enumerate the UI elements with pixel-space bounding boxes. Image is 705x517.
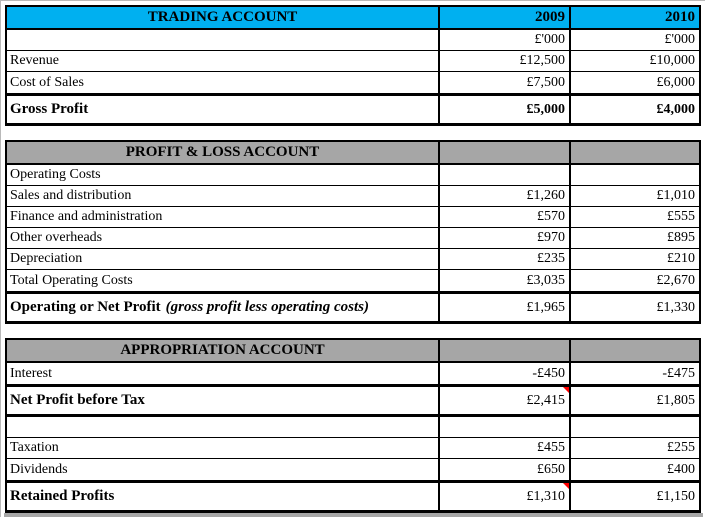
other-overheads-2010[interactable]: £895 <box>667 230 695 245</box>
table-row-blank <box>7 417 699 438</box>
operating-costs-2009[interactable] <box>440 165 571 185</box>
net-profit-before-tax-2010[interactable]: £1,805 <box>656 392 695 408</box>
table-row-finance-admin <box>7 207 699 228</box>
retained-profits-2009-value: £1,310 <box>526 488 565 504</box>
gross-profit-2010[interactable]: £4,000 <box>656 101 695 117</box>
table-row-depreciation <box>7 249 699 270</box>
units-label-cell[interactable] <box>7 30 440 50</box>
table-row-taxation <box>7 438 699 459</box>
retained-profits-2009[interactable] <box>440 483 571 510</box>
total-operating-costs-2010[interactable]: £2,670 <box>656 272 695 288</box>
net-profit-label-main: Operating or Net Profit <box>10 299 161 315</box>
trading-account-header-row <box>7 7 699 30</box>
other-overheads-label[interactable]: Other overheads <box>7 228 440 248</box>
dividends-2009[interactable]: £650 <box>440 459 571 480</box>
operating-costs-2010[interactable] <box>571 165 699 185</box>
net-profit-before-tax-2009-value: £2,415 <box>526 392 565 408</box>
trading-account-section <box>5 5 701 126</box>
appropriation-header-2010-cell[interactable] <box>571 340 699 361</box>
dividends-label[interactable]: Dividends <box>7 459 440 480</box>
blank-2009-cell[interactable] <box>440 417 571 437</box>
profit-loss-header-2009-cell[interactable] <box>440 142 571 163</box>
table-row-cost-of-sales <box>7 72 699 93</box>
table-row-operating-costs <box>7 165 699 186</box>
appropriation-header-row <box>7 340 699 363</box>
window-edge-top <box>0 0 705 1</box>
financial-statement-table <box>5 5 701 513</box>
table-row-sales-distribution <box>7 186 699 207</box>
section-gap <box>5 126 701 140</box>
units-row <box>7 30 699 51</box>
retained-profits-2010[interactable]: £1,150 <box>656 488 695 504</box>
taxation-label[interactable]: Taxation <box>7 438 440 458</box>
appropriation-section <box>5 338 701 513</box>
table-row-net-profit <box>7 291 699 321</box>
cost-of-sales-2009[interactable]: £7,500 <box>440 72 571 93</box>
window-edge-left <box>0 0 1 517</box>
appropriation-header-2009-cell[interactable] <box>440 340 571 361</box>
dividends-2010[interactable]: £400 <box>667 461 695 477</box>
net-profit-before-tax-label[interactable]: Net Profit before Tax <box>7 387 440 414</box>
taxation-2010[interactable]: £255 <box>667 440 695 455</box>
table-row-other-overheads <box>7 228 699 249</box>
units-2010-cell[interactable]: £'000 <box>664 32 695 47</box>
interest-label[interactable]: Interest <box>7 363 440 384</box>
table-row-dividends <box>7 459 699 480</box>
units-2009-cell[interactable]: £'000 <box>440 30 571 50</box>
table-row-total-operating-costs <box>7 270 699 291</box>
col-header-2010[interactable]: 2010 <box>665 9 695 25</box>
blank-2010-cell[interactable] <box>571 417 699 437</box>
sales-distribution-2010[interactable]: £1,010 <box>656 188 695 203</box>
sales-distribution-label[interactable]: Sales and distribution <box>7 186 440 206</box>
profit-loss-header-row <box>7 142 699 165</box>
table-row-retained-profits <box>7 480 699 510</box>
appropriation-title[interactable]: APPROPRIATION ACCOUNT <box>7 340 440 361</box>
net-profit-2010[interactable]: £1,330 <box>656 299 695 315</box>
total-operating-costs-label[interactable]: Total Operating Costs <box>7 270 440 291</box>
net-profit-before-tax-2009[interactable] <box>440 387 571 414</box>
net-profit-label-note: (gross profit less operating costs) <box>165 299 370 315</box>
comment-indicator-icon <box>563 483 569 489</box>
blank-label-cell[interactable] <box>7 417 440 437</box>
depreciation-2010[interactable]: £210 <box>667 251 695 266</box>
trading-account-title[interactable]: TRADING ACCOUNT <box>7 7 440 28</box>
finance-admin-2009[interactable]: £570 <box>440 207 571 227</box>
profit-loss-header-2010-cell[interactable] <box>571 142 699 163</box>
profit-loss-title[interactable]: PROFIT & LOSS ACCOUNT <box>7 142 440 163</box>
net-profit-2009[interactable]: £1,965 <box>440 294 571 321</box>
revenue-2009[interactable]: £12,500 <box>440 51 571 71</box>
comment-indicator-icon <box>563 387 569 393</box>
interest-2009[interactable]: -£450 <box>440 363 571 384</box>
finance-admin-label[interactable]: Finance and administration <box>7 207 440 227</box>
net-profit-label[interactable] <box>7 294 440 321</box>
cost-of-sales-2010[interactable]: £6,000 <box>656 74 695 90</box>
depreciation-2009[interactable]: £235 <box>440 249 571 269</box>
depreciation-label[interactable]: Depreciation <box>7 249 440 269</box>
interest-2010[interactable]: -£475 <box>662 365 695 381</box>
gross-profit-2009[interactable]: £5,000 <box>440 96 571 123</box>
revenue-2010[interactable]: £10,000 <box>649 53 695 68</box>
table-row-revenue <box>7 51 699 72</box>
gross-profit-label[interactable]: Gross Profit <box>7 96 440 123</box>
table-row-gross-profit <box>7 93 699 123</box>
table-row-interest <box>7 363 699 384</box>
cost-of-sales-label[interactable]: Cost of Sales <box>7 72 440 93</box>
profit-loss-section <box>5 140 701 324</box>
bottom-edge-strip <box>4 513 703 517</box>
other-overheads-2009[interactable]: £970 <box>440 228 571 248</box>
sales-distribution-2009[interactable]: £1,260 <box>440 186 571 206</box>
operating-costs-label[interactable]: Operating Costs <box>7 165 440 185</box>
table-row-net-profit-before-tax <box>7 384 699 417</box>
finance-admin-2010[interactable]: £555 <box>667 209 695 224</box>
col-header-2009[interactable]: 2009 <box>440 7 571 28</box>
total-operating-costs-2009[interactable]: £3,035 <box>440 270 571 291</box>
revenue-label[interactable]: Revenue <box>7 51 440 71</box>
taxation-2009[interactable]: £455 <box>440 438 571 458</box>
section-gap <box>5 324 701 338</box>
retained-profits-label[interactable]: Retained Profits <box>7 483 440 510</box>
